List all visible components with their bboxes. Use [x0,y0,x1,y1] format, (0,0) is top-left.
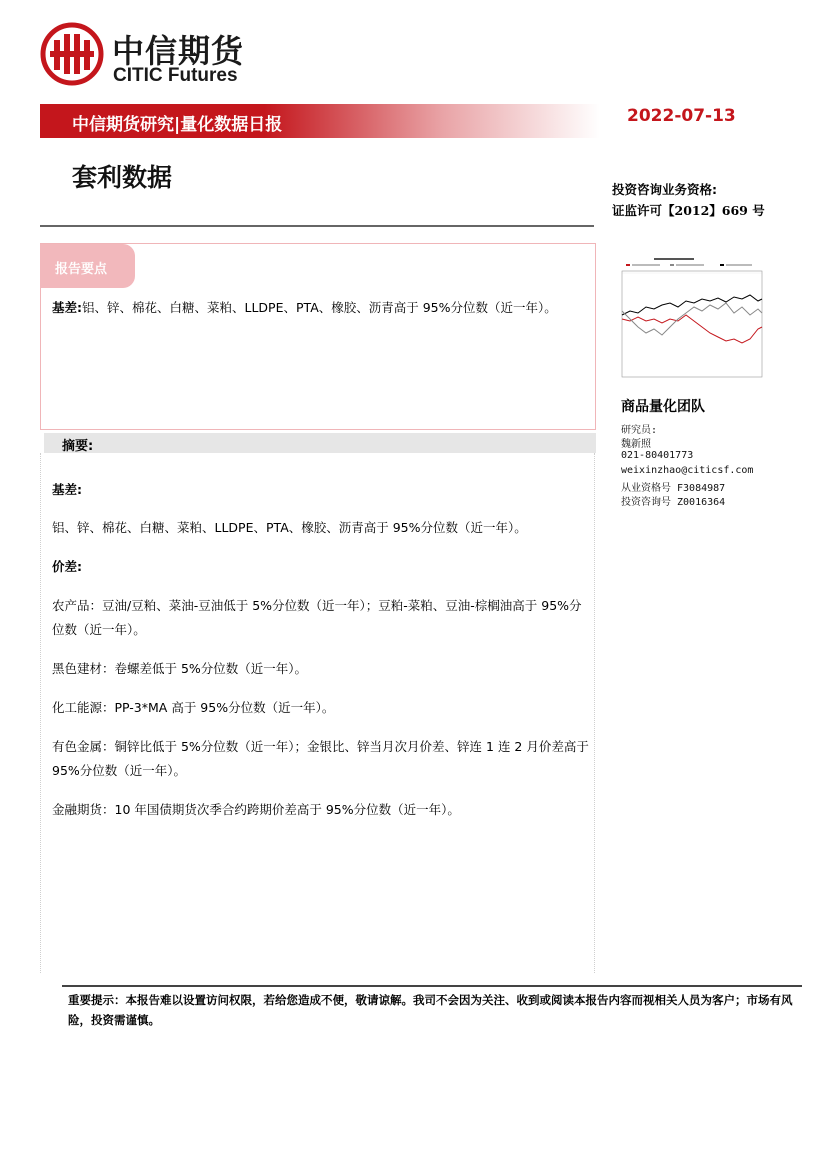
key-points-text [52,296,592,319]
brand-name-cn: 中信期货 [112,32,245,70]
brand-name-en: CITIC Futures [113,65,238,86]
qualification-line-2: 证监许可【2012】669 号 [612,203,765,218]
abstract-header [44,433,596,453]
citic-logo-icon [40,22,104,86]
qualification-line-1: 投资咨询业务资格: [612,182,717,197]
team-email: weixinzhao@citicsf.com [621,465,754,476]
abstract-black-text: 黑色建材：卷螺差低于 5%分位数（近一年）。 [52,661,308,676]
abstract-title: 摘要: [62,439,94,454]
abstract-metal-text: 有色金属：铜锌比低于 5%分位数（近一年）；金银比、锌当月次月价差、锌连 1 连 2 月价差高于 95%分位数（近一年）。 [52,739,589,778]
key-points-badge [40,244,135,288]
header-divider [40,225,594,227]
abstract-chem-text: 化工能源：PP-3*MA 高于 95%分位数（近一年）。 [52,700,335,715]
team-license-2: 投资咨询号 Z0016364 [621,497,726,508]
team-phone: 021-80401773 [621,450,694,461]
footer-divider [62,985,802,987]
key-points-label: 基差: [52,300,82,315]
column-border-left [40,453,41,973]
key-points-body: 铝、锌、棉花、白糖、菜粕、LLDPE、PTA、橡胶、沥青高于 95%分位数（近一年）。 [82,300,557,315]
team-title: 商品量化团队 [621,399,705,415]
key-points-badge-label: 报告要点 [55,262,108,277]
abstract-agri-text: 农产品：豆油/豆粕、菜油-豆油低于 5%分位数（近一年）；豆粕-菜粕、豆油-棕榈油高于 95%分位数（近一年）。 [52,598,582,637]
abstract-spread-heading: 价差: [52,559,82,574]
cover-chart-image [610,255,770,380]
abstract-finance-text: 金融期货：10 年国债期货次季合约跨期价差高于 95%分位数（近一年）。 [52,802,460,817]
team-researcher-name: 魏新照 [621,439,651,450]
footer-disclaimer: 重要提示：本报告难以设置访问权限，若给您造成不便，敬请谅解。我司不会因为关注、收到或阅读本报告内容而视相关人员为客户；市场有风险，投资需谨慎。 [68,993,793,1027]
report-date: 2022-07-13 [627,106,736,126]
page-title: 套利数据 [72,163,173,192]
team-license-1: 从业资格号 F3084987 [621,483,726,494]
team-role: 研究员: [621,425,658,436]
abstract-basis-text: 铝、锌、棉花、白糖、菜粕、LLDPE、PTA、橡胶、沥青高于 95%分位数（近一年）。 [52,520,527,535]
report-series-banner [40,104,600,138]
report-series-label: 中信期货研究|量化数据日报 [72,115,283,135]
column-border-right [594,453,595,973]
abstract-basis-heading: 基差: [52,482,82,497]
